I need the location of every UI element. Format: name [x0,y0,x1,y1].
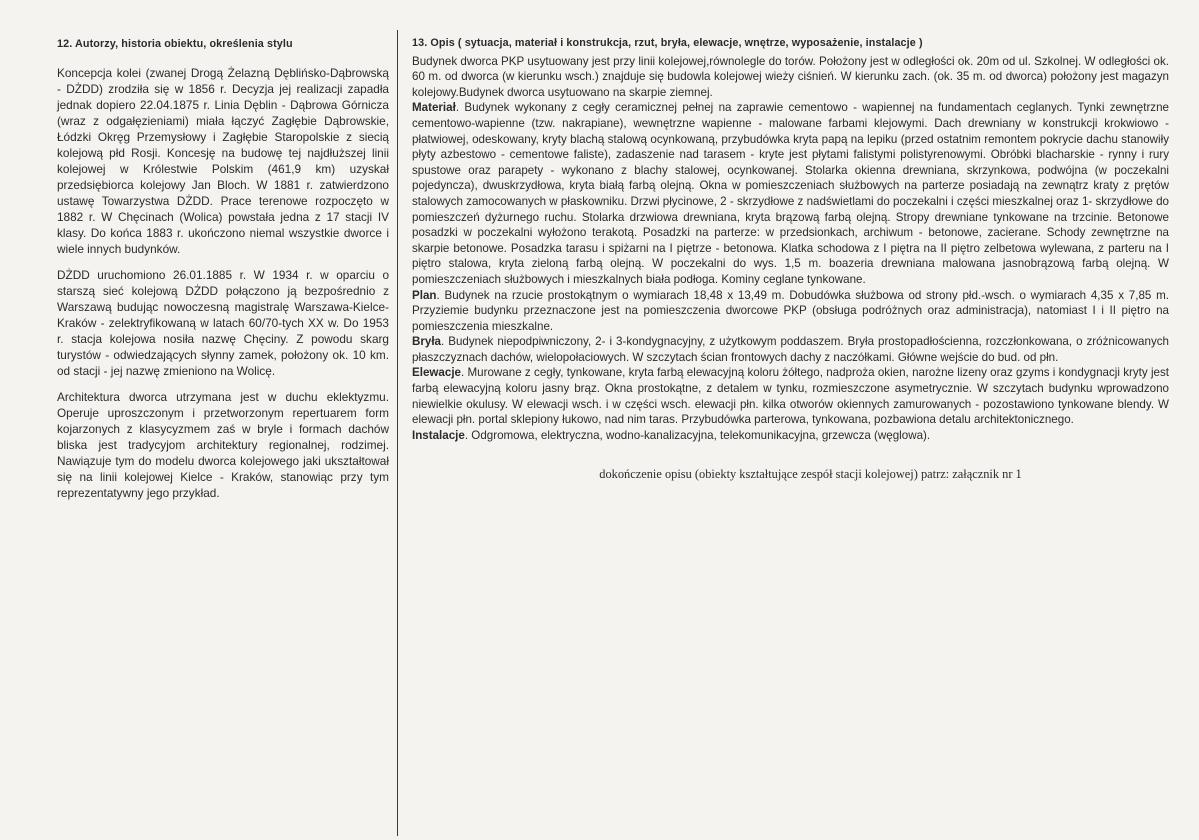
closing-note: dokończenie opisu (obiekty kształtujące zespół stacji kolejowej) patrz: załącznik nr 1 [599,467,1022,482]
bryla-text: . Budynek niepodpiwniczony, 2- i 3-kondygnacyjny, z użytkowym poddaszem. Bryła prostopadłościenna, rozczłonkowana, o zróżnicowanych płaszczyznach dachów, wielopołaciowych. W szczytach ścian frontowych dachy z naczółkami. Główne wejście do bud. od płn. [412,335,1169,364]
history-paragraph-2: DŻDD uruchomiono 26.01.1885 r. W 1934 r. w oparciu o starszą sieć kolejową DŻDD połączono ją bezpośrednio z Warszawą budując nowoczesną magistralę Warszawa-Kielce-Kraków - zelektryfikowaną w latach 60/70-tych XX w. Do 1953 r. stacja kolejowa nosiła nazwę Chęciny. Z powodu skarg turystów - odwiedzających słynny zamek, położony ok. 10 km. od stacji - jej nazwę zmieniono na Wolicę. [57,268,389,378]
plan-term: Plan [412,288,437,302]
description-plan [412,288,1169,335]
plan-text: . Budynek na rzucie prostokątnym o wymiarach 18,48 x 13,49 m. Dobudówka służbowa od strony płd.-wsch. o wymiarach 4,35 x 7,85 m. Przyziemie budynku przeznaczone jest na pomieszczenia dworcowe PKP (obsługa podróżnych oraz administracja), natomiast I i II piętro na pomieszczenia mieszkalne. [412,288,1169,333]
description-material [412,100,1169,287]
description-instalacje [412,428,1169,444]
material-term: Materiał [412,101,456,115]
description-elewacje [412,365,1169,427]
description-intro: Budynek dworca PKP usytuowany jest przy linii kolejowej,równolegle do torów. Położony jest w odległości ok. 20m od ul. Szkolnej. W odległości ok. 60 m. od dworca (w kierunku wsch.) znajduje się budowla kolejowej wieży ciśnień. W kierunku zach. (ok. 35 m. od dworca) położony jest magazyn kolejowy.Budynek dworca usytuowano na skarpie ziemnej. [412,54,1169,99]
right-column [412,36,1169,483]
column-divider [397,30,398,836]
material-text: . Budynek wykonany z cegły ceramicznej pełnej na zaprawie cementowo - wapiennej na fundamentach ceglanych. Tynki zewnętrzne cementowo-wapienne (tzw. nakrapiane), wewnętrzne wapienne - malowane farbami klejowymi. Dach drewniany w konstrukcji krokwiowo - płatwiowej, odeskowany, kryty blachą stalową ocynkowaną, przybudówka kryta papą na lepiku (przed ostatnim remontem pokrycie dachu stanowiły płyty azbestowo - cementowe faliste), zadaszenie nad tarasem - kryte jest płytami falistymi polistyrenowymi. Obróbki blacharskie - rynny i rury spustowe oraz parapety - wykonano z blachy stalowej, ocynkowanej. Stolarka okienna drewniana, skrzynkowa, podwójna (w poczekalni pojedyncza), dwuskrzydłowa, kryta białą farbą olejną. Okna w pomieszczeniach służbowych na parterze posiadają na zewnątrz kraty z prętów stalowych zamocowanych w płaskowniku. Drzwi płycinowe, 2 - skrzydłowe z nadświetlami do poczekalni i części mieszkalnej oraz 1- skrzydłowe do pomieszczeń dyżurnego ruchu. Stolarka drzwiowa drewniana, kryta brązową farbą olejną. Stropy drewniane tynkowane na trzcinie. Betonowe posadzki w poczekalni wyłożono terakotą. Posadzki na parterze: w przedsionkach, archiwum - betonowe, zacierane. Schody zewnętrzne na skarpie betonowe. Posadzka tarasu i spiżarni na I piętrze - betonowa. Klatka schodowa z I piętra na II piętro zelbetowa wylewana, z parteru na I piętro stalowa, kryta zieloną farbą olejną. W poczekalni do wys. 1,5 m. boazeria drewniana malowana jasnobrązową farbą olejną. W pomieszczeniach służbowych i mieszkalnych biała podłoga. Kominy ceglane tynkowane. [412,101,1169,286]
instalacje-text: . Odgromowa, elektryczna, wodno-kanalizacyjna, telekomunikacyjna, grzewcza (węglowa). [464,428,931,442]
elewacje-term: Elewacje [412,366,461,380]
description-bryla [412,334,1169,365]
history-paragraph-3: Architektura dworca utrzymana jest w duchu eklektyzmu. Operuje uproszczonym i przetworzonym repertuarem form kojarzonych z klasycyzmem zaś w bryle i formach dachów bliska jest tradycyjom architektury regionalnej, rodzimej. Nawiązuje tym do modelu dworca kolejowego jaki ukształtował się na linii kolejowej Kielce - Kraków, stanowiąc przy tym reprezentatywny jego przykład. [57,390,389,500]
elewacje-text: . Murowane z cegły, tynkowane, kryta farbą elewacyjną koloru żółtego, nadproża okien, narożne lizeny oraz gzyms i kondygnacji kryty jest farbą elewacyjną koloru jasny brąz. Okna prostokątne, z detalem w tynku, rozmieszczone asymetrycznie. W szczytach budynku wprowadzono niewielkie okulusy. W elewacji wsch. i w części wsch. elewacji płn. kilka otworów okiennych zamurowanych - pozostawiono tynkowane blendy. W elewacji płn. portal sklepiony łukowo, nad nim taras. Przybudówka parterowa, tynkowana, pozbawiona detalu architektonicznego. [412,366,1169,427]
section-12-heading: 12. Autorzy, historia obiektu, określenia stylu [57,38,293,50]
instalacje-term: Instalacje [412,428,465,442]
section-13-heading: 13. Opis ( sytuacja, materiał i konstrukcja, rzut, bryła, elewacje, wnętrze, wyposażenie, instalacje ) [412,37,923,49]
left-column [57,36,389,511]
history-paragraph-1: Koncepcja kolei (zwanej Drogą Żelazną Dęblińsko-Dąbrowską - DŻDD) zrodziła się w 1856 r. Decyzja jej realizacji zapadła jednak dopiero 22.04.1875 r. Linia Dęblin - Dąbrowa Górnicza (wraz z odgałęzieniami) miała łączyć Zagłębie Dąbrowskie, Łódzki Okręg Przemysłowy i Zagłębie Staropolskie z siecią kolejową płd Rosji. Koncesję na budowę tej najdłuższej linii kolejowej w Królestwie Polskim (461,9 km) uzyskał przedsiębiorca kolejowy Jan Bloch. W 1881 r. zatwierdzono ustawę Towarzystwa DŻDD. Prace terenowe rozpoczęto w 1882 r. W Chęcinach (Wolica) powstała jedna z 17 stacji IV klasy. Do końca 1883 r. ukończono niemal wszystkie dworce i wiele innych budynków. [57,66,389,256]
bryla-term: Bryła [412,335,442,349]
